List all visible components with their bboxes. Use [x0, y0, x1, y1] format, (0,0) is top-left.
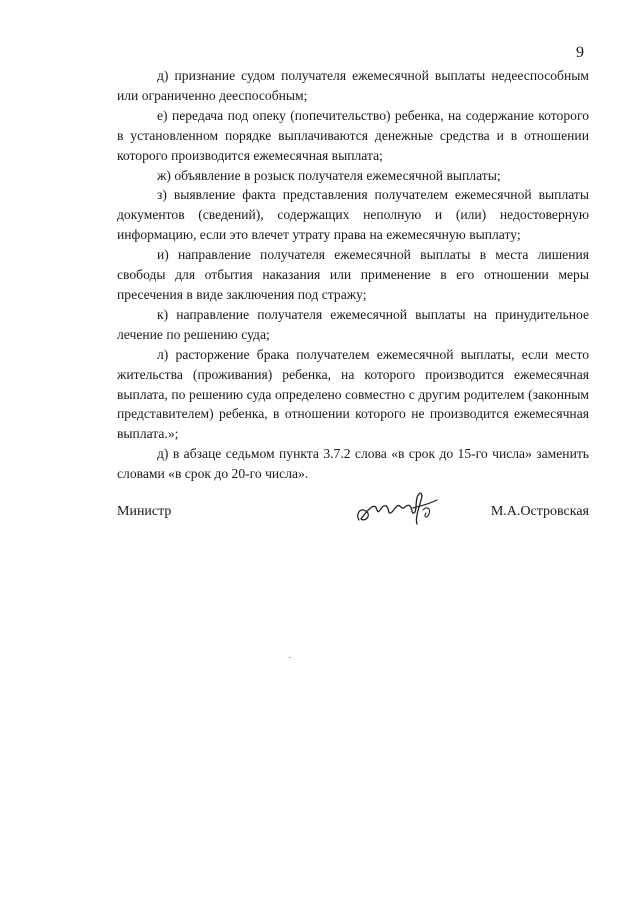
paragraph-k: к) направление получателя ежемесячной выплаты на принудительное лечение по решению суда;	[117, 306, 589, 342]
paragraph-d: д) признание судом получателя ежемесячной выплаты недееспособным или ограниченно дееспособным;	[117, 68, 589, 103]
paragraph-amendment-d: д) в абзаце седьмом пункта 3.7.2 слова «в срок до 15-го числа» заменить словами «в срок до 20-го числа».	[117, 446, 589, 482]
paragraph-l: л) расторжение брака получателем ежемесячной выплаты, если место жительства (проживания) ребенка, на которого производится ежемесячная выплата, по решению суда определено совместно с другим родителем (законным представителем) ребенка, в отношении которого не производится ежемесячная выплата.»;	[117, 346, 589, 442]
document-body	[117, 66, 589, 484]
signer-position: Министр	[117, 504, 172, 519]
signature-block	[117, 496, 589, 536]
paragraph-i: и) направление получателя ежемесячной выплаты в места лишения свободы для отбытия наказания или применение в его отношении меры пресечения в виде заключения под стражу;	[117, 247, 589, 302]
paragraph-e: е) передача под опеку (попечительство) ребенка, на содержание которого в установленном порядке выплачиваются денежные средства и в отношении которого производится ежемесячная выплата;	[117, 107, 589, 163]
paragraph-z: з) выявление факта представления получателем ежемесячной выплаты документов (сведений), содержащих неполную и (или) недостоверную информацию, если это влечет утрату права на ежемесячную выплату;	[117, 187, 589, 243]
paragraph-zh: ж) объявление в розыск получателя ежемесячной выплаты;	[157, 167, 501, 183]
handwritten-signature	[353, 486, 445, 530]
signer-name: М.А.Островская	[490, 504, 589, 519]
page-number: 9	[576, 44, 584, 61]
scan-speck	[289, 657, 291, 658]
